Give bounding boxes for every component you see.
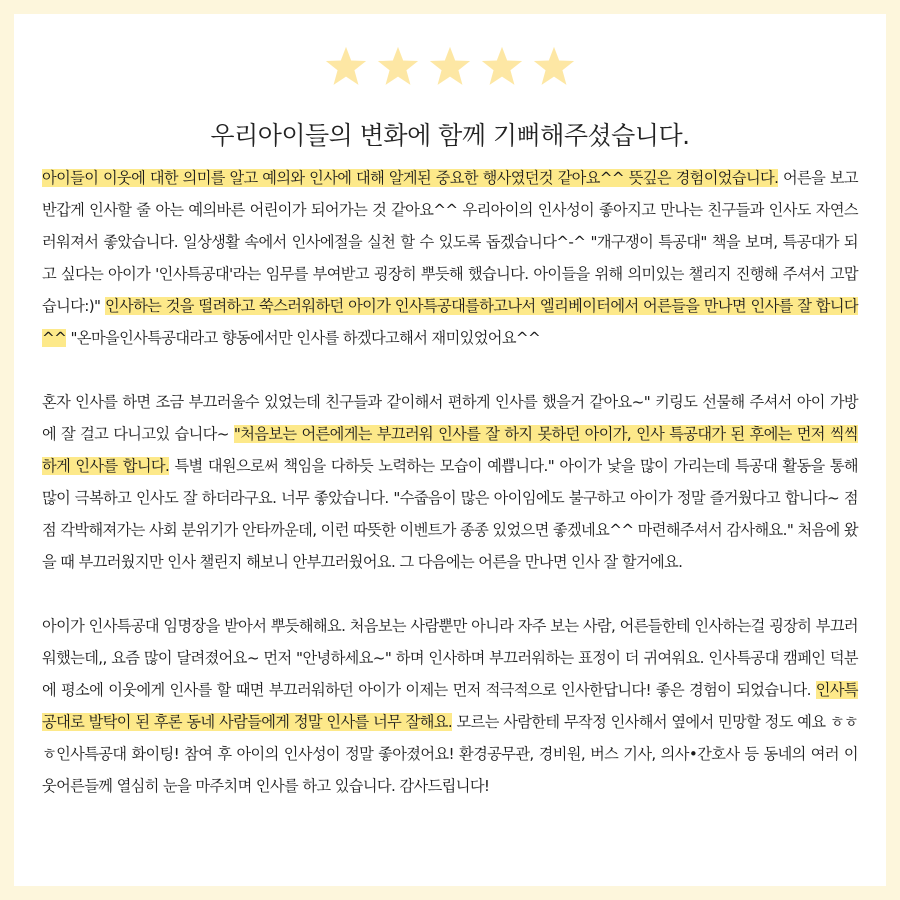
review-text: 모르는 사람한테 무작정 인사해서 옆에서 민망할 정도 예요 ㅎㅎㅎ인사특공대 화이팅! 참여 후 아이의 인사성이 정말 좋아졌어요! 환경공무관, 경비원, 버스 기사, 의사•간호사 등 동네의 여러 이웃어른들께 열심히 눈을 마주치며 인사를 하고 있습니다. 감사드립니다! bbox=[42, 713, 858, 795]
highlighted-quote: 인사특공대로 발탁이 된 후론 동네 사람들에게 정말 인사를 너무 잘해요. bbox=[42, 681, 858, 731]
highlighted-quote: 인사하는 것을 떨려하고 쑥스러워하던 아이가 인사특공대를하고나서 엘리베이터에서 어른들을 만나면 인사를 잘 합니다^^ bbox=[42, 297, 859, 347]
star-icon bbox=[322, 44, 370, 90]
review-paragraph bbox=[42, 386, 858, 578]
highlighted-quote: 아이들이 이웃에 대한 의미를 알고 예의와 인사에 대해 알게된 중요한 행사였던것 같아요^^ 뜻깊은 경험이었습니다. bbox=[42, 169, 779, 187]
review-text: "온마을인사특공대라고 향동에서만 인사를 하겠다고해서 재미있었어요^^ bbox=[66, 329, 541, 347]
page-title: 우리아이들의 변화에 함께 기뻐해주셨습니다. bbox=[210, 121, 690, 150]
review-text: 아이가 인사특공대 임명장을 받아서 뿌듯해해요. 처음보는 사람뿐만 아니라 자주 보는 사람, 어른들한테 인사하는걸 굉장히 부끄러워했는데,, 요즘 많이 달려졌어요~ 먼저 "안녕하세요~" 하며 인사하며 부끄러워하는 표정이 더 귀여워요. 인사특공대 캠페인 덕분에 평소에 이웃에게 인사를 할 때면 부끄러워하던 아이가 이제는 먼저 적극적으로 인사한답니다! 좋은 경험이 되었습니다. bbox=[42, 617, 858, 699]
review-text: 특별 대원으로써 책임을 다하듯 노력하는 모습이 예쁩니다." 아이가 낯을 많이 가리는데 특공대 활동을 통해 많이 극복하고 인사도 잘 하더라구요. 너무 좋았습니다. "수줍음이 많은 아이임에도 불구하고 아이가 정말 즐거웠다고 합니다~ 점점 각박해져가는 사회 분위기가 안타까운데, 이런 따뜻한 이벤트가 종종 있었으면 좋겠네요^^ 마련해주셔서 감사해요." 처음에 왔을 때 부끄러웠지만 인사 챌린지 해보니 안부끄러웠어요. 그 다음에는 어른을 만나면 인사 잘 할거에요. bbox=[42, 457, 858, 571]
star-icon bbox=[374, 44, 422, 90]
review-paragraph bbox=[42, 610, 858, 802]
review-text: 혼자 인사를 하면 조금 부끄러울수 있었는데 친구들과 같이해서 편하게 인사를 했을거 같아요~" 키링도 선물해 주셔서 아이 가방에 잘 걸고 다니고있 습니다~ bbox=[42, 393, 858, 443]
review-text: 어른을 보고 반갑게 인사할 줄 아는 예의바른 어린이가 되어가는 것 같아요^^ 우리아이의 인사성이 좋아지고 만나는 친구들과 인사도 자연스러워져서 좋았습니다. 일상생활 속에서 인사에절을 실천 할 수 있도록 돕겠습니다^-^ "개구쟁이 특공대" 책을 보며, 특공대가 되고 싶다는 아이가 '인사특공대'라는 임무를 부여받고 굉장히 뿌듯해 했습니다. 아이들을 위해 의미있는 챌리지 진행해 주셔서 고맙습니다:)" bbox=[42, 169, 859, 315]
star-icon bbox=[478, 44, 526, 90]
review-paragraph bbox=[42, 162, 858, 354]
star-icon bbox=[426, 44, 474, 90]
review-card bbox=[14, 14, 886, 886]
highlighted-quote: "처음보는 어른에게는 부끄러워 인사를 잘 하지 못하던 아이가, 인사 특공대가 된 후에는 먼저 씩씩하게 인사를 합니다. bbox=[42, 425, 858, 475]
review-body bbox=[42, 162, 858, 802]
star-icon bbox=[530, 44, 578, 90]
star-rating bbox=[14, 44, 886, 90]
